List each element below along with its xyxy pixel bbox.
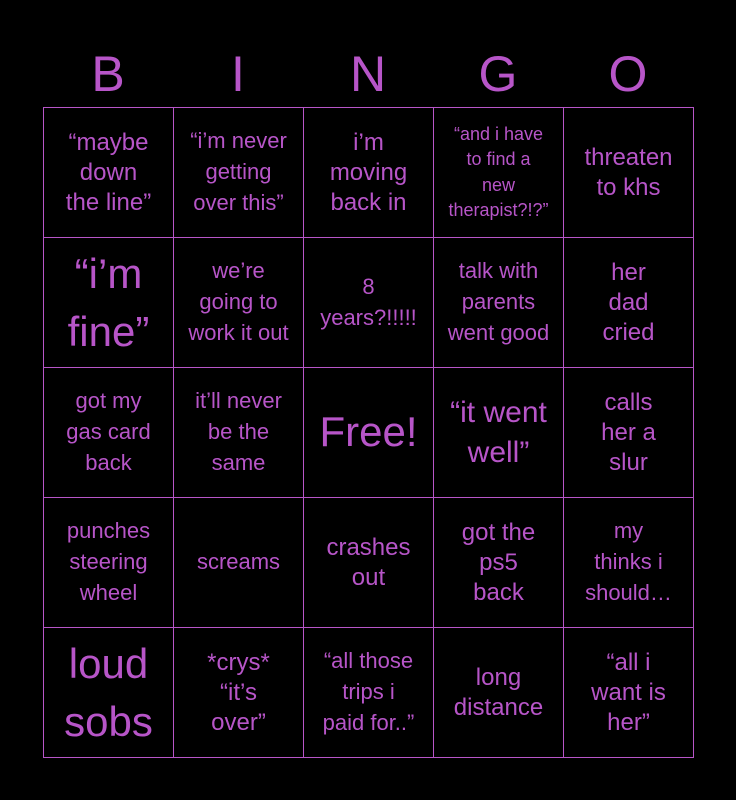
bingo-cell-r4c2[interactable] [174, 498, 304, 628]
bingo-cell-r1c5[interactable] [564, 108, 694, 238]
header-letter-i: I [231, 46, 245, 102]
bingo-cell-r4c5[interactable] [564, 498, 694, 628]
bingo-cell-r2c4[interactable] [434, 238, 564, 368]
header-letter-g: G [478, 46, 518, 102]
bingo-cell-r5c1[interactable] [44, 628, 174, 758]
header-letter-b: B [91, 46, 125, 102]
cell-text: “it went well” [450, 395, 547, 469]
bingo-cell-r3c1[interactable] [44, 368, 174, 498]
cell-text: *crys* “it’s over” [207, 648, 270, 736]
bingo-header [43, 40, 693, 108]
bingo-cell-r3c2[interactable] [174, 368, 304, 498]
cell-text: got the ps5 back [461, 518, 536, 606]
cell-text: “and i have to find a new therapist?!?” [448, 124, 549, 220]
bingo-cell-r4c3[interactable] [304, 498, 434, 628]
bingo-cell-r1c1[interactable] [44, 108, 174, 238]
cell-text: talk with parents went good [447, 258, 550, 345]
bingo-cell-r1c4[interactable] [434, 108, 564, 238]
cell-text: got my gas card back [66, 388, 151, 475]
header-letter-o: O [608, 46, 648, 102]
bingo-cell-free[interactable] [304, 368, 434, 498]
bingo-cell-r1c2[interactable] [174, 108, 304, 238]
cell-text: 8 years?!!!!! [320, 273, 417, 330]
bingo-cell-r1c3[interactable] [304, 108, 434, 238]
bingo-cell-r5c5[interactable] [564, 628, 694, 758]
cell-text: it’ll never be the same [195, 388, 282, 475]
bingo-cell-r3c5[interactable] [564, 368, 694, 498]
cell-text: “all those trips i paid for..” [322, 648, 415, 735]
cell-text: calls her a slur [601, 388, 656, 476]
bingo-cell-r5c3[interactable] [304, 628, 434, 758]
bingo-grid [43, 107, 694, 758]
cell-text: my thinks i should… [585, 518, 672, 605]
cell-text: “i’m never getting over this” [190, 128, 287, 215]
cell-text: punches steering wheel [66, 518, 151, 605]
cell-text: “maybe down the line” [65, 128, 152, 216]
bingo-cell-r4c1[interactable] [44, 498, 174, 628]
cell-text: loud sobs [64, 640, 153, 745]
cell-text: “i’m fine” [67, 250, 150, 355]
bingo-cell-r2c1[interactable] [44, 238, 174, 368]
header-letter-n: N [349, 46, 387, 102]
bingo-cell-r2c3[interactable] [304, 238, 434, 368]
cell-text: i’m moving back in [329, 128, 408, 216]
bingo-cell-r5c2[interactable] [174, 628, 304, 758]
bingo-cell-r3c4[interactable] [434, 368, 564, 498]
bingo-cell-r2c5[interactable] [564, 238, 694, 368]
free-space-label: Free! [319, 408, 418, 456]
bingo-cell-r5c4[interactable] [434, 628, 564, 758]
bingo-cell-r4c4[interactable] [434, 498, 564, 628]
cell-text: her dad cried [602, 258, 655, 346]
cell-text: screams [196, 549, 281, 575]
cell-text: threaten to khs [584, 143, 673, 201]
bingo-cell-r2c2[interactable] [174, 238, 304, 368]
cell-text: crashes out [326, 533, 411, 591]
cell-text: “all i want is her” [591, 648, 666, 736]
cell-text: long distance [453, 663, 544, 721]
cell-text: we’re going to work it out [188, 258, 289, 345]
